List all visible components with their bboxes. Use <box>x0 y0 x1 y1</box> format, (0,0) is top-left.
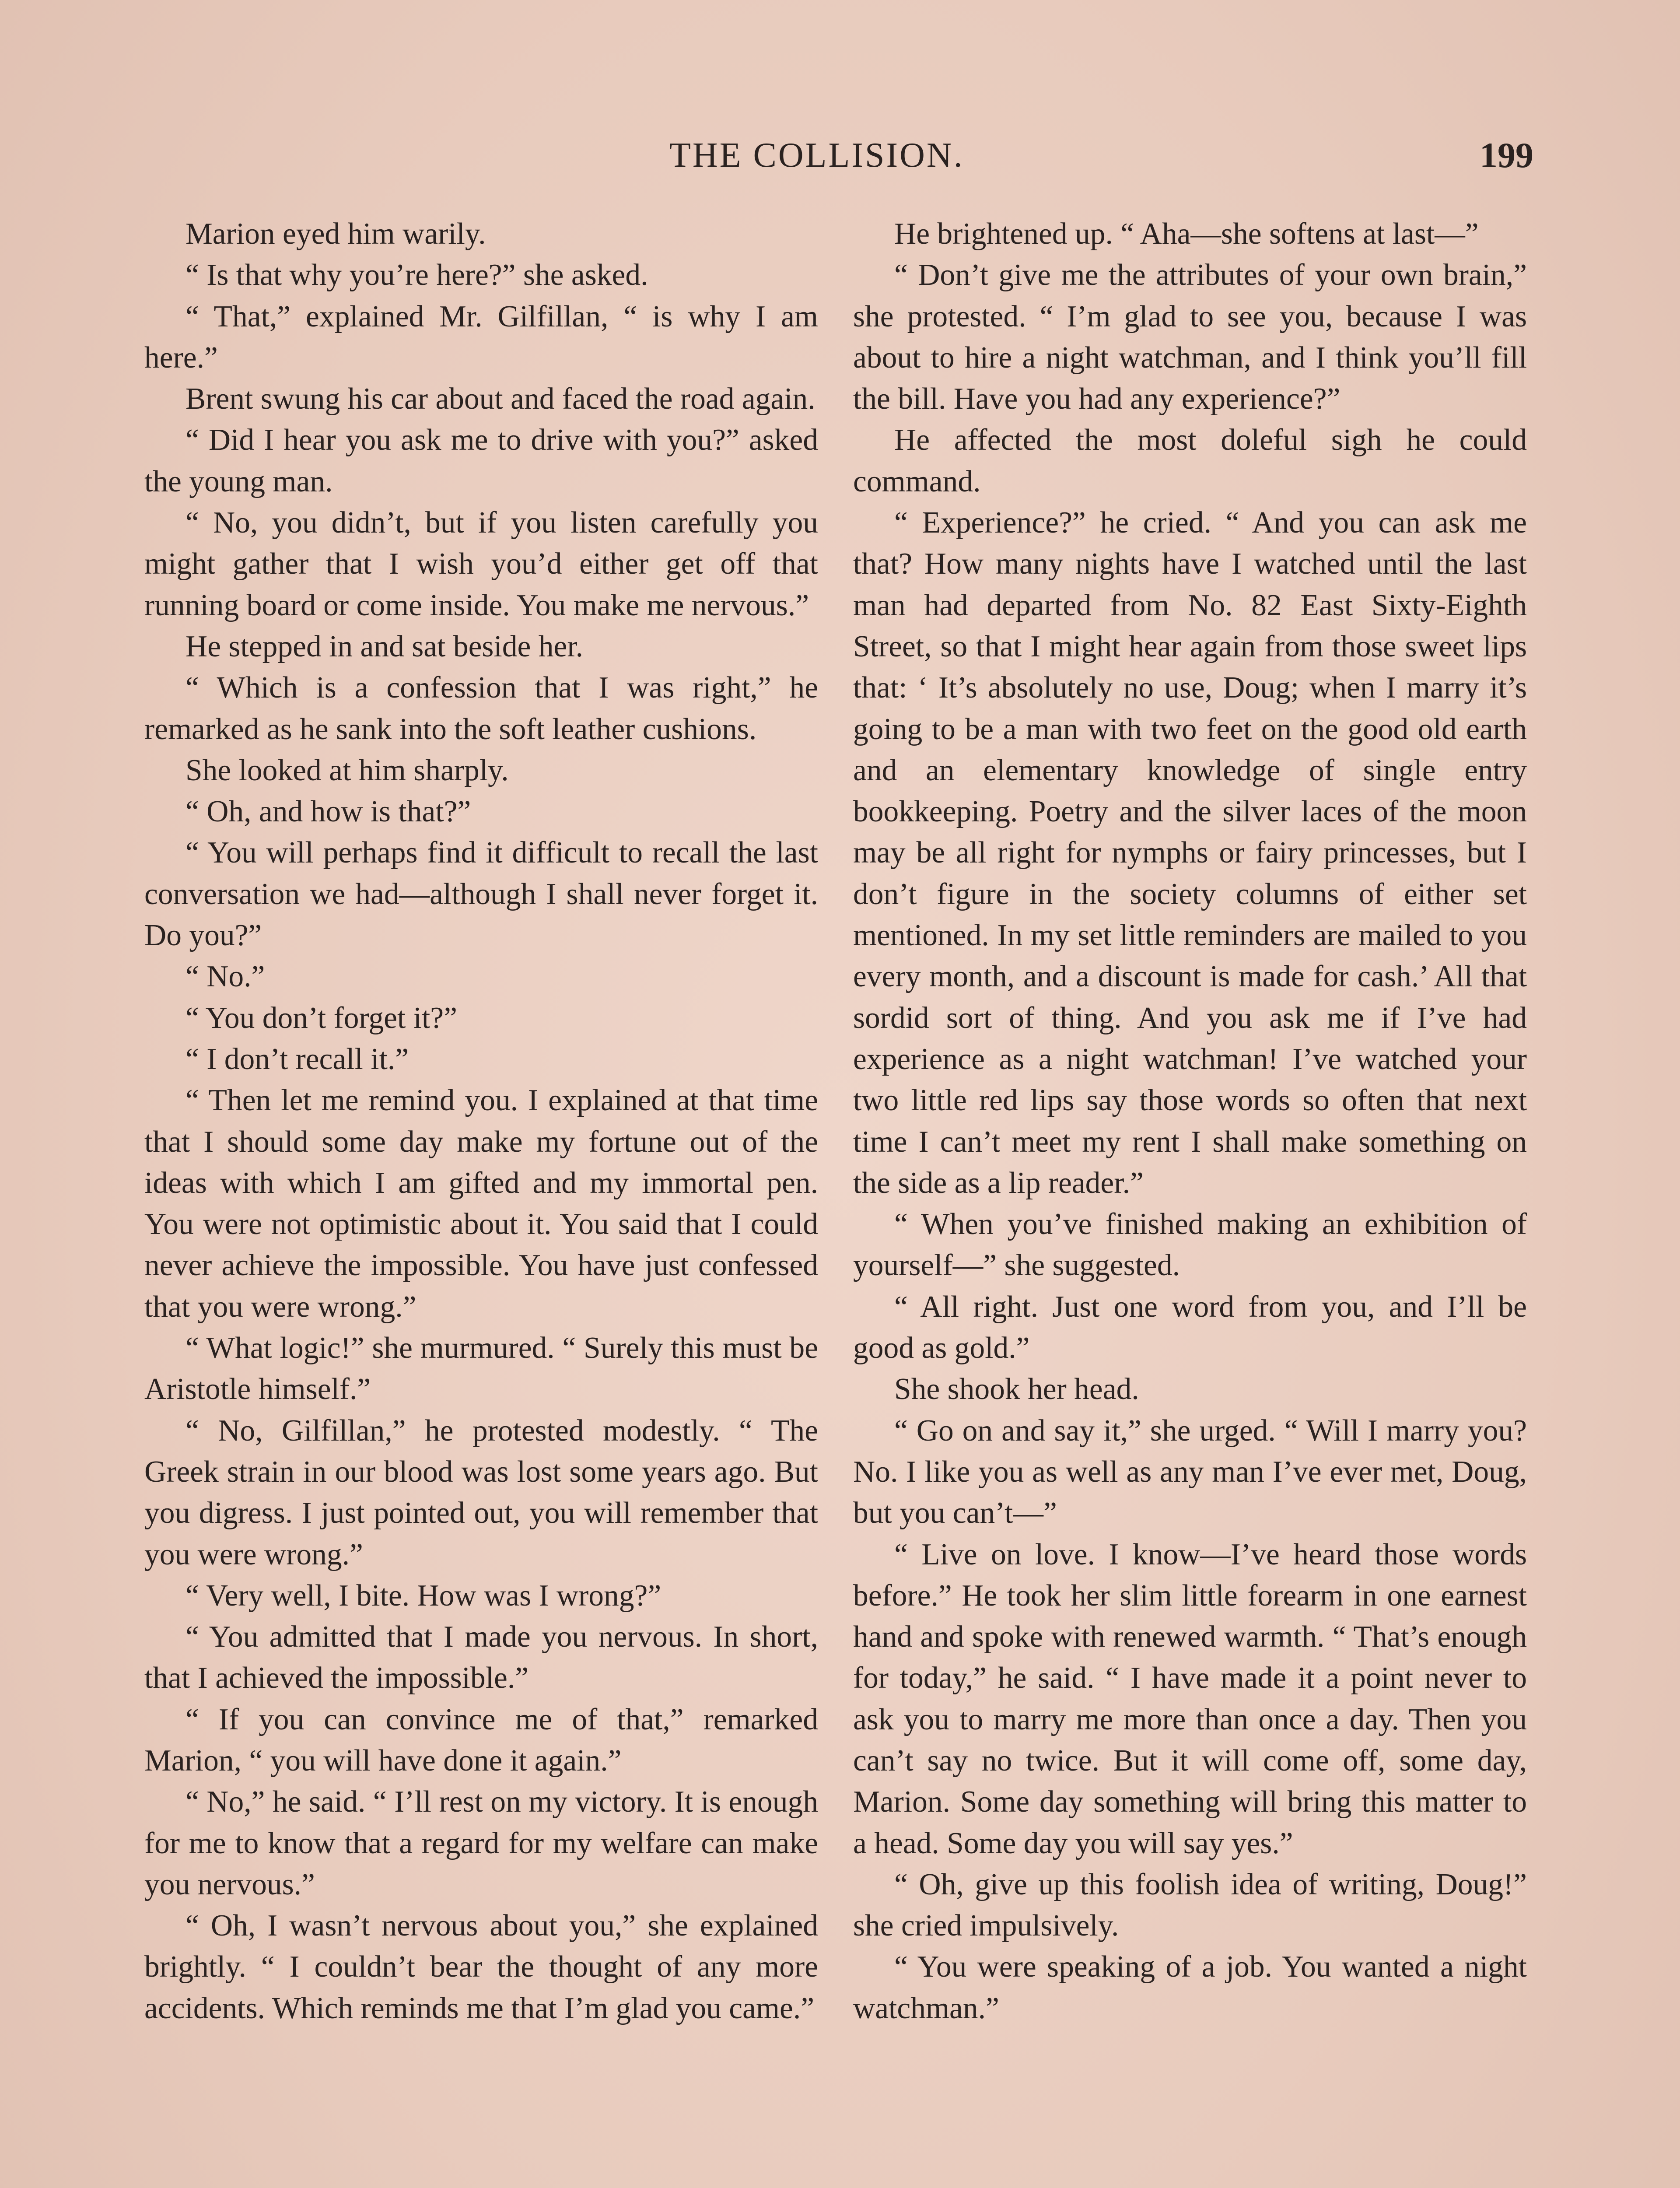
paragraph: “ You don’t forget it?” <box>186 1001 457 1035</box>
paragraph: He stepped in and sat beside her. <box>186 629 584 663</box>
paragraph: “ Don’t give me the attributes of your own brain,” she protested. “ I’m glad to see you, because I was about to hire a night watchman, and I think you’ll fill the bill. Have you had any experience?” <box>853 258 1527 416</box>
paragraph: Marion eyed him warily. <box>186 217 486 251</box>
right-column <box>853 214 1527 2029</box>
paragraph: “ Which is a confession that I was right,” he remarked as he sank into the soft leather cushions. <box>144 671 818 746</box>
paragraph: Brent swung his car about and faced the road again. <box>186 382 816 416</box>
paragraph: “ Oh, give up this foolish idea of writing, Doug!” she cried impulsively. <box>853 1867 1527 1943</box>
paragraph: “ Did I hear you ask me to drive with you?” asked the young man. <box>144 423 818 498</box>
paragraph: “ Is that why you’re here?” she asked. <box>186 258 648 292</box>
paragraph: “ If you can convince me of that,” remarked Marion, “ you will have done it again.” <box>144 1702 818 1778</box>
paragraph: “ You admitted that I made you nervous. In short, that I achieved the impossible.” <box>144 1620 818 1695</box>
paragraph: “ You were speaking of a job. You wanted a night watchman.” <box>853 1950 1527 2025</box>
paragraph: “ No.” <box>186 960 265 994</box>
paragraph: He affected the most doleful sigh he could command. <box>853 423 1527 498</box>
paragraph: “ Very well, I bite. How was I wrong?” <box>186 1578 662 1613</box>
paragraph: “ You will perhaps find it difficult to recall the last conversation we had—although I shall never forget it. Do you?” <box>144 836 818 953</box>
running-title: THE COLLISION. <box>669 136 964 175</box>
paragraph: “ No, you didn’t, but if you listen carefully you might gather that I wish you’d either get off that running board or come inside. You make me nervous.” <box>144 506 818 622</box>
paragraph: “ What logic!” she murmured. “ Surely this must be Aristotle himself.” <box>144 1331 818 1406</box>
paragraph: “ Oh, I wasn’t nervous about you,” she explained brightly. “ I couldn’t bear the thought of any more accidents. Which reminds me that I’m glad you came.” <box>144 1909 818 2025</box>
paragraph: “ Go on and say it,” she urged. “ Will I marry you? No. I like you as well as any man I’ve ever met, Doug, but you can’t—” <box>853 1413 1527 1530</box>
paragraph: “ When you’ve finished making an exhibition of yourself—” she suggested. <box>853 1207 1527 1283</box>
paragraph: “ I don’t recall it.” <box>186 1042 409 1076</box>
paragraph: “ Then let me remind you. I explained at that time that I should some day make my fortune out of the ideas with which I am gifted and my immortal pen. You were not optimistic about it. You said that I could never achieve the impossible. You have just confessed that you were wrong.” <box>144 1083 818 1324</box>
paragraph: “ Experience?” he cried. “ And you can ask me that? How many nights have I watched until the last man had departed from No. 82 East Sixty-Eighth Street, so that I might hear again from those sweet lips that: ‘ It’s absolutely no use, Doug; when I marry it’s going to be a man with two feet on the good old earth and an elementary knowledge of single entry bookkeeping. Poetry and the silver laces of the moon may be all right for nymphs or fairy princesses, but I don’t figure in the society columns of either set mentioned. In my set little reminders are mailed to you every month, and a discount is made for cash.’ All that sordid sort of thing. And you ask me if I’ve had experience as a night watchman! I’ve watched your two little red lips say those words so often that next time I can’t meet my rent I shall make something on the side as a lip reader.” <box>853 506 1527 1200</box>
paragraph: “ Oh, and how is that?” <box>186 795 471 829</box>
paragraph: She shook her head. <box>894 1372 1139 1406</box>
page-header <box>669 131 1533 179</box>
page-number: 199 <box>1480 135 1533 175</box>
paragraph: “ All right. Just one word from you, and I’ll be good as gold.” <box>853 1290 1527 1365</box>
paragraph: She looked at him sharply. <box>186 753 509 787</box>
paragraph: He brightened up. “ Aha—she softens at last—” <box>894 217 1479 251</box>
paragraph: “ Live on love. I know—I’ve heard those words before.” He took her slim little forearm in one earnest hand and spoke with renewed warmth. “ That’s enough for today,” he said. “ I have made it a point never to ask you to marry me more than once a day. Then you can’t say no twice. But it will come off, some day, Marion. Some day something will bring this matter to a head. Some day you will say yes.” <box>853 1537 1527 1860</box>
left-column <box>144 214 818 2029</box>
paragraph: “ That,” explained Mr. Gilfillan, “ is why I am here.” <box>144 299 818 375</box>
paragraph: “ No,” he said. “ I’ll rest on my victory. It is enough for me to know that a regard for my welfare can make you nervous.” <box>144 1785 818 1901</box>
paragraph: “ No, Gilfillan,” he protested modestly. “ The Greek strain in our blood was lost some years ago. But you digress. I just pointed out, you will remember that you were wrong.” <box>144 1413 818 1571</box>
